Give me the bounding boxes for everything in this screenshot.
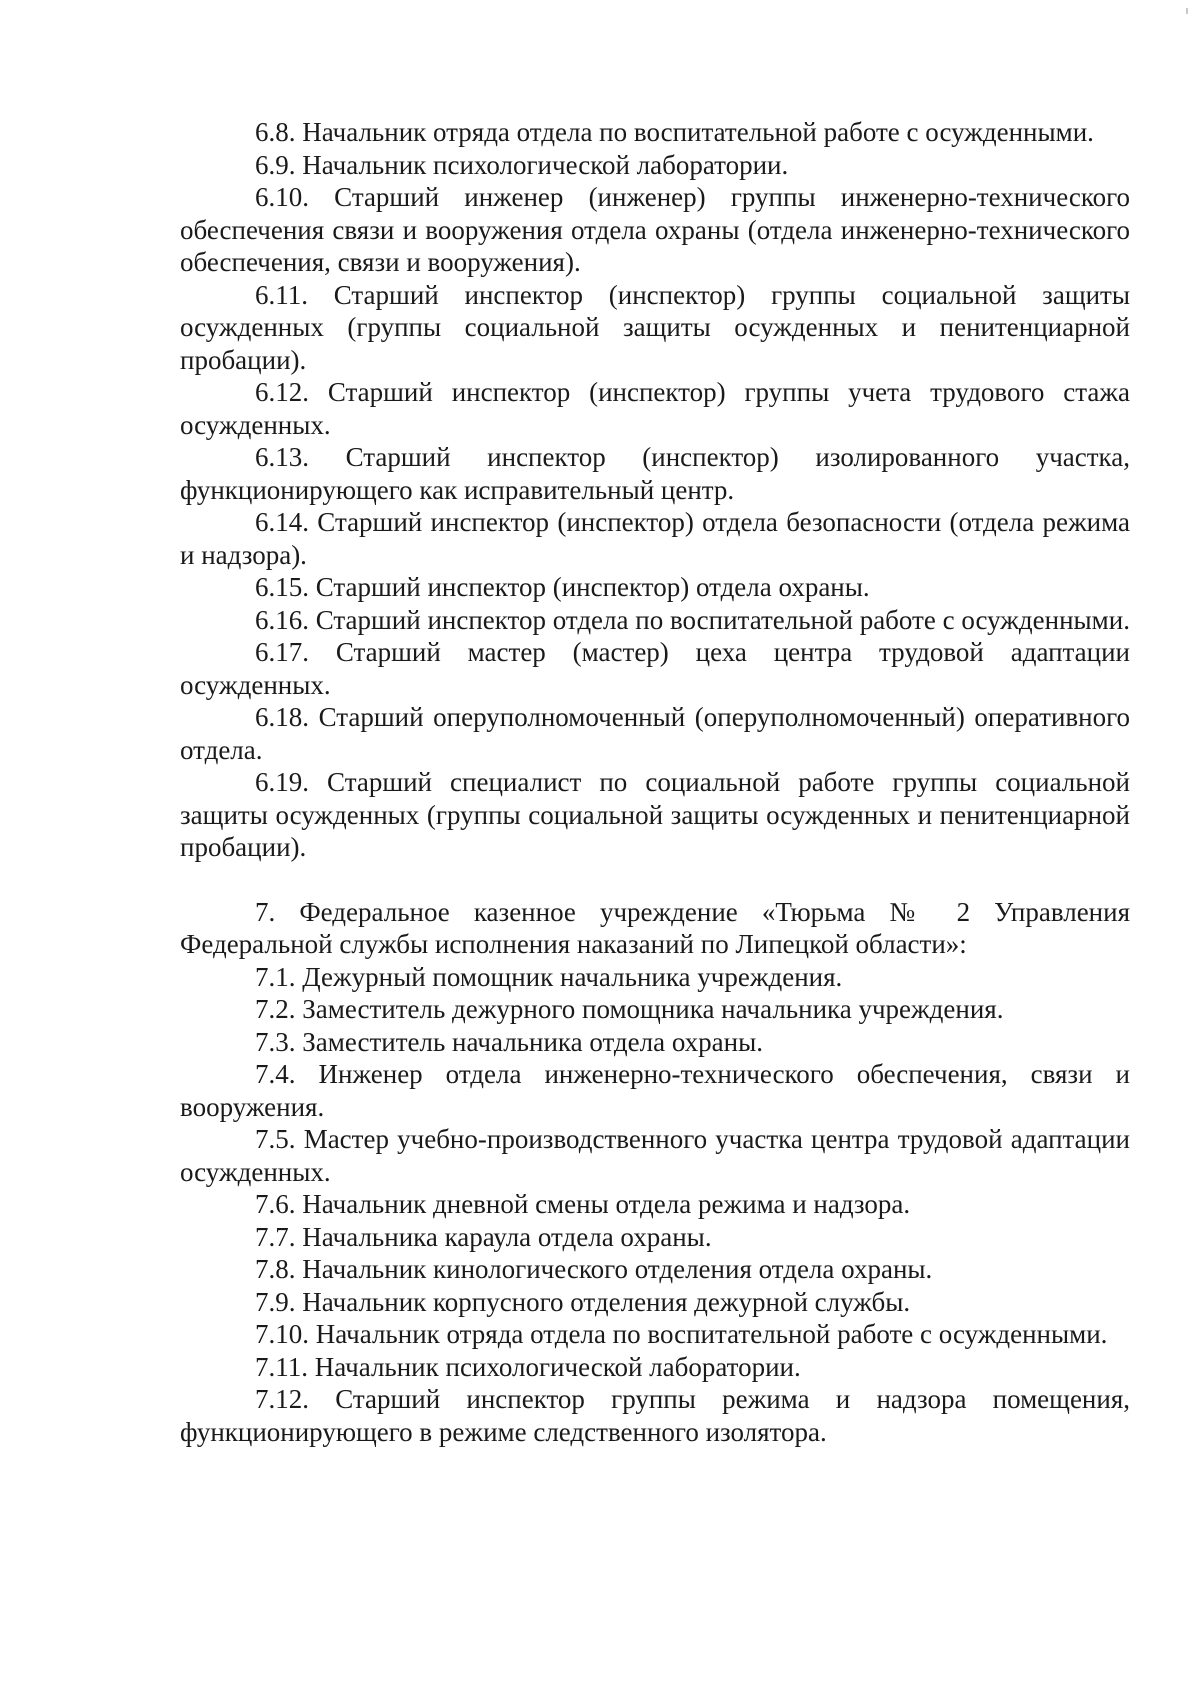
list-item-7-11: 7.11. Начальник психологической лаборатории. [255, 1351, 801, 1382]
section-7-heading: 7. Федеральное казенное учреждение «Тюрьма № 2 Управления Федеральной службы исполнения наказаний по Липецкой области»: [180, 896, 1130, 959]
list-item-6-19: 6.19. Старший специалист по социальной работе группы социальной защиты осужденных (группы социальной защиты осужденных и пенитенциарной пробации). [180, 767, 1130, 862]
list-item-7-5: 7.5. Мастер учебно-производственного участка центра трудовой адаптации осужденных. [180, 1124, 1130, 1187]
list-item-6-12: 6.12. Старший инспектор (инспектор) группы учета трудового стажа осужденных. [180, 377, 1130, 440]
section-6-list [180, 116, 1130, 864]
list-item-7-7: 7.7. Начальника караула отдела охраны. [255, 1221, 712, 1252]
list-item-7-8: 7.8. Начальник кинологического отделения отдела охраны. [255, 1254, 933, 1284]
section-spacer [180, 864, 1130, 896]
list-item-6-9: 6.9. Начальник психологической лаборатории. [255, 149, 789, 180]
list-item-6-8: 6.8. Начальник отряда отдела по воспитательной работе с осужденными. [255, 117, 1094, 147]
list-item-7-6: 7.6. Начальник дневной смены отдела режима и надзора. [255, 1189, 911, 1219]
document-page [180, 116, 1130, 1448]
list-item-6-16: 6.16. Старший инспектор отдела по воспитательной работе с осужденными. [255, 604, 1130, 635]
section-7 [180, 896, 1130, 1449]
list-item-6-18: 6.18. Старший оперуполномоченный (оперуполномоченный) оперативного отдела. [180, 702, 1130, 765]
list-item-6-11: 6.11. Старший инспектор (инспектор) группы социальной защиты осужденных (группы социальной защиты осужденных и пенитенциарной пробации). [180, 279, 1130, 375]
list-item-6-17: 6.17. Старший мастер (мастер) цеха центра трудовой адаптации осужденных. [180, 637, 1130, 700]
list-item-6-13: 6.13. Старший инспектор (инспектор) изолированного участка, функционирующего как исправительный центр. [180, 442, 1130, 505]
list-item-6-10: 6.10. Старший инженер (инженер) группы инженерно-технического обеспечения связи и вооружения отдела охраны (отдела инженерно-технического обеспечения, связи и вооружения). [180, 182, 1130, 277]
list-item-7-2: 7.2. Заместитель дежурного помощника начальника учреждения. [255, 994, 1004, 1024]
list-item-7-3: 7.3. Заместитель начальника отдела охраны. [255, 1026, 764, 1057]
list-item-7-4: 7.4. Инженер отдела инженерно-технического обеспечения, связи и вооружения. [180, 1059, 1130, 1122]
list-item-7-9: 7.9. Начальник корпусного отделения дежурной службы. [255, 1286, 911, 1317]
list-item-7-1: 7.1. Дежурный помощник начальника учреждения. [255, 961, 843, 992]
list-item-7-10: 7.10. Начальник отряда отдела по воспитательной работе с осужденными. [255, 1319, 1108, 1349]
list-item-6-15: 6.15. Старший инспектор (инспектор) отдела охраны. [255, 572, 870, 602]
list-item-6-14: 6.14. Старший инспектор (инспектор) отдела безопасности (отдела режима и надзора). [180, 507, 1130, 570]
list-item-7-12: 7.12. Старший инспектор группы режима и надзора помещения, функционирующего в режиме следственного изолятора. [180, 1384, 1130, 1447]
scan-mark [1186, 8, 1188, 14]
